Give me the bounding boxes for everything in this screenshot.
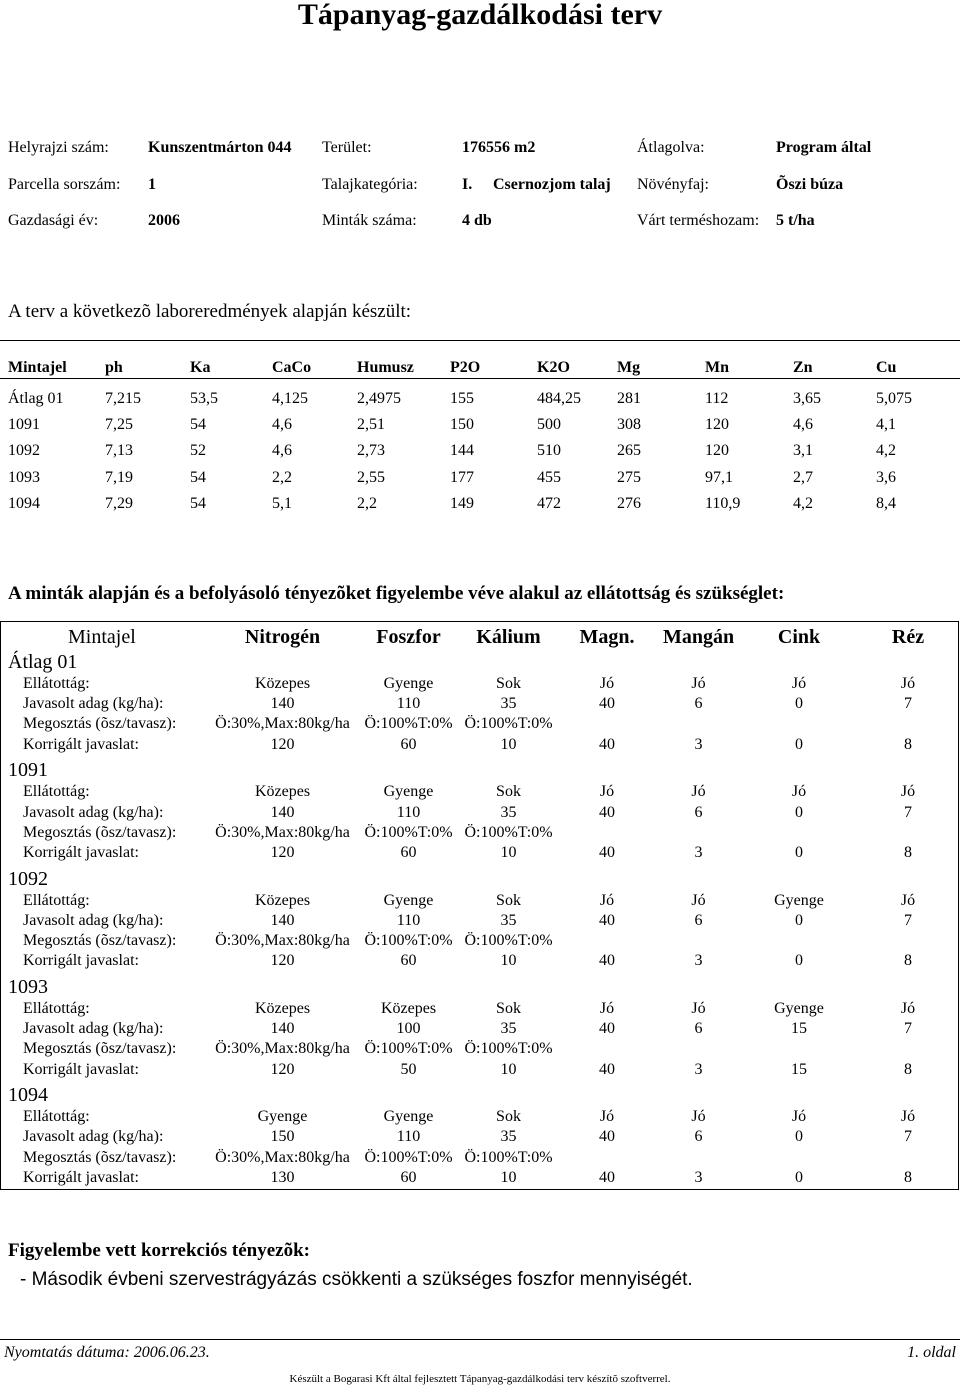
lab-header-cell: Humusz bbox=[357, 359, 414, 376]
supply-row-label: Ellátottág: bbox=[23, 891, 90, 909]
supply-cell: Jó bbox=[691, 783, 706, 801]
supply-cell: Közepes bbox=[254, 675, 311, 692]
supply-header-cell: Nitrogén bbox=[244, 626, 321, 648]
supply-cell: 40 bbox=[599, 1128, 615, 1146]
lab-cell: 455 bbox=[537, 468, 561, 486]
supply-cell: 3 bbox=[694, 1060, 703, 1078]
supply-cell: Ö:100%T:0% bbox=[364, 823, 453, 841]
corrections-heading: Figyelembe vett korrekciós tényezõk: bbox=[8, 1240, 310, 1261]
lab-cell: 281 bbox=[617, 390, 641, 407]
supply-row-label: Ellátottág: bbox=[23, 783, 90, 801]
supply-cell: 10 bbox=[500, 952, 517, 970]
lab-cell: 7,25 bbox=[105, 416, 133, 434]
supply-cell: 0 bbox=[795, 1168, 803, 1186]
supply-cell: Jó bbox=[691, 891, 706, 909]
lab-header-cell: Cu bbox=[876, 359, 897, 376]
supply-cell: 140 bbox=[270, 911, 295, 929]
lab-header-cell: Ka bbox=[190, 359, 211, 376]
supply-cell: 6 bbox=[694, 803, 703, 821]
termes-value: 5 t/ha bbox=[776, 212, 815, 229]
page-title: Tápanyag-gazdálkodási terv bbox=[297, 0, 663, 31]
supply-row-label: Korrigált javaslat: bbox=[23, 1060, 139, 1078]
lab-cell: 155 bbox=[450, 390, 474, 407]
supply-row-label: Megosztás (õsz/tavasz): bbox=[23, 1040, 177, 1058]
supply-cell: Gyenge bbox=[257, 1108, 308, 1126]
lab-header-cell: Mn bbox=[705, 359, 729, 376]
lab-heading: A terv a következõ laboreredmények alapján készült: bbox=[8, 301, 412, 322]
supply-cell: 3 bbox=[694, 1168, 703, 1186]
talaj-value-num: I. bbox=[462, 176, 473, 193]
lab-cell: 110,9 bbox=[705, 494, 741, 512]
supply-cell: 10 bbox=[500, 843, 517, 861]
lab-cell: 4,2 bbox=[793, 494, 813, 512]
supply-cell: 110 bbox=[396, 803, 421, 821]
supply-row-label: Javasolt adag (kg/ha): bbox=[23, 695, 164, 713]
lab-cell: 3,65 bbox=[793, 390, 821, 407]
terulet-label: Terület: bbox=[322, 139, 372, 156]
supply-cell: Ö:100%T:0% bbox=[464, 1040, 553, 1058]
lab-cell: 2,4975 bbox=[357, 390, 401, 407]
supply-cell: 35 bbox=[500, 911, 517, 929]
lab-cell: 7,29 bbox=[105, 494, 133, 512]
lab-cell: 4,2 bbox=[876, 442, 896, 460]
supply-cell: 10 bbox=[500, 1060, 517, 1078]
lab-cell: 500 bbox=[537, 416, 561, 434]
lab-cell: 2,55 bbox=[357, 468, 385, 486]
supply-cell: 6 bbox=[694, 695, 703, 713]
lab-header-cell: CaCo bbox=[272, 359, 312, 376]
supply-cell: Jó bbox=[900, 783, 916, 801]
supply-cell: 60 bbox=[400, 952, 417, 970]
supply-cell: Ö:100%T:0% bbox=[364, 1148, 453, 1166]
supply-cell: 40 bbox=[599, 952, 615, 970]
supply-cell: 7 bbox=[904, 911, 912, 929]
correction-item: - Második évbeni szervestrágyázás csökkenti a szükséges foszfor mennyiségét. bbox=[20, 1269, 693, 1290]
supply-cell: Ö:30%,Max:80kg/ha bbox=[215, 1040, 350, 1058]
supply-group-name: 1094 bbox=[8, 1084, 48, 1107]
supply-cell: 7 bbox=[904, 695, 912, 713]
footer-credit: Készült a Bogarasi Kft által fejlesztett Tápanyag-gazdálkodási terv készítõ szoftverrel. bbox=[289, 1373, 671, 1385]
supply-cell: Jó bbox=[691, 1108, 706, 1126]
supply-cell: 8 bbox=[904, 735, 912, 753]
supply-top-border bbox=[0, 621, 958, 622]
supply-cell: 3 bbox=[694, 952, 703, 970]
supply-cell: 0 bbox=[795, 803, 803, 821]
footer-divider bbox=[0, 1339, 960, 1340]
supply-header-cell: Foszfor bbox=[376, 626, 441, 648]
supply-cell: Ö:30%,Max:80kg/ha bbox=[215, 715, 350, 733]
supply-group-name: 1092 bbox=[8, 867, 48, 890]
supply-cell: 40 bbox=[599, 695, 615, 713]
supply-cell: Ö:100%T:0% bbox=[464, 715, 553, 733]
lab-cell: 177 bbox=[450, 468, 474, 486]
supply-row-label: Javasolt adag (kg/ha): bbox=[23, 911, 164, 929]
supply-row-label: Javasolt adag (kg/ha): bbox=[23, 1020, 164, 1038]
supply-cell: Jó bbox=[691, 675, 706, 692]
supply-cell: Jó bbox=[599, 783, 615, 801]
supply-cell: 110 bbox=[396, 911, 421, 929]
atlagolva-value: Program által bbox=[776, 139, 872, 156]
supply-cell: Ö:30%,Max:80kg/ha bbox=[215, 932, 350, 949]
lab-cell: 149 bbox=[450, 494, 474, 512]
lab-cell: 2,51 bbox=[357, 416, 385, 434]
lab-cell: 120 bbox=[705, 416, 729, 434]
parcella-label: Parcella sorszám: bbox=[8, 176, 121, 193]
supply-header-cell: Cink bbox=[777, 626, 821, 648]
page-number: 1. oldal bbox=[907, 1344, 956, 1361]
lab-cell: 5,1 bbox=[272, 494, 292, 512]
lab-cell: 1094 bbox=[8, 494, 40, 512]
supply-cell: 40 bbox=[599, 843, 615, 861]
supply-cell: 140 bbox=[270, 803, 295, 821]
lab-header-cell: Zn bbox=[793, 359, 813, 376]
lab-cell: 7,19 bbox=[105, 468, 133, 486]
supply-left-border bbox=[0, 621, 1, 1189]
supply-cell: Sok bbox=[496, 675, 521, 692]
supply-cell: 150 bbox=[270, 1128, 295, 1146]
supply-cell: Gyenge bbox=[383, 783, 434, 801]
supply-cell: Jó bbox=[791, 1108, 807, 1126]
lab-cell: 2,73 bbox=[357, 442, 385, 460]
supply-cell: 100 bbox=[396, 1020, 421, 1038]
supply-cell: 0 bbox=[795, 952, 803, 970]
supply-cell: Jó bbox=[900, 1108, 916, 1126]
lab-cell: 4,6 bbox=[272, 416, 292, 434]
lab-cell: 1093 bbox=[8, 468, 40, 486]
lab-cell: 54 bbox=[190, 416, 206, 434]
supply-cell: Jó bbox=[900, 999, 916, 1017]
supply-cell: Közepes bbox=[254, 999, 311, 1017]
helyrajzi-label: Helyrajzi szám: bbox=[8, 139, 109, 156]
supply-cell: 40 bbox=[599, 1168, 615, 1186]
ev-value: 2006 bbox=[148, 212, 180, 229]
supply-cell: 40 bbox=[599, 1020, 615, 1038]
supply-heading: A minták alapján és a befolyásoló tényezõket figyelembe véve alakul az ellátottság és szükséglet: bbox=[8, 583, 785, 604]
supply-cell: Közepes bbox=[380, 999, 437, 1017]
supply-cell: 0 bbox=[795, 911, 803, 929]
supply-row-label: Ellátottág: bbox=[23, 999, 90, 1017]
supply-cell: Ö:100%T:0% bbox=[364, 715, 453, 733]
lab-cell: 52 bbox=[190, 442, 206, 460]
supply-cell: Jó bbox=[599, 891, 615, 909]
supply-cell: Jó bbox=[791, 783, 807, 801]
supply-cell: 15 bbox=[791, 1060, 807, 1078]
lab-cell: 4,1 bbox=[876, 416, 896, 434]
supply-row-label: Korrigált javaslat: bbox=[23, 843, 139, 861]
supply-cell: Sok bbox=[496, 1108, 521, 1126]
supply-cell: Jó bbox=[599, 999, 615, 1017]
supply-group-name: Átlag 01 bbox=[8, 651, 78, 673]
supply-cell: Gyenge bbox=[774, 891, 824, 909]
supply-row-label: Korrigált javaslat: bbox=[23, 735, 139, 753]
supply-cell: Jó bbox=[691, 999, 706, 1017]
lab-cell: 265 bbox=[617, 442, 641, 460]
ev-label: Gazdasági év: bbox=[8, 212, 99, 229]
supply-row-label: Megosztás (õsz/tavasz): bbox=[23, 1148, 177, 1166]
supply-cell: 6 bbox=[694, 1128, 703, 1146]
supply-cell: Ö:30%,Max:80kg/ha bbox=[215, 823, 350, 841]
supply-cell: 40 bbox=[599, 735, 615, 753]
lab-cell: 8,4 bbox=[876, 494, 896, 512]
supply-cell: 110 bbox=[396, 695, 421, 713]
lab-cell: Átlag 01 bbox=[8, 390, 64, 407]
supply-cell: 50 bbox=[400, 1060, 417, 1078]
novenyfaj-value: Õszi búza bbox=[776, 176, 844, 193]
supply-cell: 110 bbox=[396, 1128, 421, 1146]
supply-row-label: Ellátottág: bbox=[23, 675, 90, 692]
lab-header-top-rule bbox=[0, 340, 960, 341]
parcella-value: 1 bbox=[148, 176, 156, 193]
supply-cell: Jó bbox=[900, 675, 916, 692]
lab-cell: 7,13 bbox=[105, 442, 133, 460]
supply-cell: Ö:100%T:0% bbox=[364, 1040, 453, 1058]
supply-cell: Közepes bbox=[254, 783, 311, 801]
supply-cell: Jó bbox=[900, 891, 916, 909]
supply-cell: Ö:100%T:0% bbox=[464, 1148, 553, 1166]
supply-cell: Jó bbox=[791, 675, 807, 692]
supply-cell: 10 bbox=[500, 1168, 517, 1186]
atlagolva-label: Átlagolva: bbox=[637, 139, 705, 156]
supply-cell: 8 bbox=[904, 843, 912, 861]
supply-cell: 60 bbox=[400, 1168, 417, 1186]
lab-cell: 144 bbox=[450, 442, 474, 460]
supply-cell: Ö:100%T:0% bbox=[464, 823, 553, 841]
supply-cell: 40 bbox=[599, 803, 615, 821]
supply-cell: Sok bbox=[496, 783, 521, 801]
supply-cell: 35 bbox=[500, 803, 517, 821]
supply-row-label: Megosztás (õsz/tavasz): bbox=[23, 715, 177, 733]
supply-header-cell: Magn. bbox=[579, 626, 635, 648]
supply-cell: Gyenge bbox=[774, 999, 824, 1017]
supply-cell: 0 bbox=[795, 843, 803, 861]
lab-cell: 484,25 bbox=[537, 390, 581, 407]
supply-row-label: Ellátottág: bbox=[23, 1108, 90, 1126]
lab-cell: 510 bbox=[537, 442, 561, 460]
lab-cell: 3,6 bbox=[876, 468, 896, 486]
print-date: Nyomtatás dátuma: 2006.06.23. bbox=[4, 1344, 210, 1361]
lab-cell: 1091 bbox=[8, 416, 40, 434]
supply-cell: 120 bbox=[270, 735, 295, 753]
supply-cell: 130 bbox=[270, 1168, 295, 1186]
lab-cell: 4,125 bbox=[272, 390, 308, 407]
supply-cell: 140 bbox=[270, 695, 295, 713]
lab-cell: 276 bbox=[617, 494, 641, 512]
supply-cell: Gyenge bbox=[383, 1108, 434, 1126]
supply-row-label: Megosztás (õsz/tavasz): bbox=[23, 823, 177, 841]
supply-cell: Gyenge bbox=[383, 891, 434, 909]
supply-cell: 120 bbox=[270, 1060, 295, 1078]
supply-row-label: Korrigált javaslat: bbox=[23, 1168, 139, 1186]
supply-cell: 0 bbox=[795, 735, 803, 753]
supply-cell: 35 bbox=[500, 1020, 517, 1038]
lab-header-cell: K2O bbox=[537, 359, 570, 376]
lab-header-cell: P2O bbox=[450, 359, 481, 376]
lab-header-cell: Mg bbox=[617, 359, 641, 376]
lab-cell: 2,7 bbox=[793, 468, 813, 486]
supply-cell: 3 bbox=[694, 843, 703, 861]
lab-cell: 3,1 bbox=[793, 442, 813, 460]
supply-bottom-border bbox=[0, 1189, 959, 1190]
supply-cell: 15 bbox=[791, 1020, 807, 1038]
supply-cell: 3 bbox=[694, 735, 703, 753]
terulet-value: 176556 m2 bbox=[462, 139, 536, 156]
supply-cell: 60 bbox=[400, 735, 417, 753]
supply-cell: 40 bbox=[599, 911, 615, 929]
supply-cell: 6 bbox=[694, 1020, 703, 1038]
supply-cell: 40 bbox=[599, 1060, 615, 1078]
supply-row-label: Javasolt adag (kg/ha): bbox=[23, 1128, 164, 1146]
supply-cell: Ö:100%T:0% bbox=[464, 932, 553, 949]
mintak-label: Minták száma: bbox=[322, 212, 417, 229]
lab-cell: 112 bbox=[705, 390, 729, 407]
lab-cell: 1092 bbox=[8, 442, 40, 460]
supply-cell: 10 bbox=[500, 735, 517, 753]
supply-cell: 0 bbox=[795, 695, 803, 713]
lab-cell: 4,6 bbox=[272, 442, 292, 460]
supply-cell: 6 bbox=[694, 911, 703, 929]
supply-cell: Jó bbox=[599, 675, 615, 692]
supply-header-cell: Mintajel bbox=[68, 626, 136, 648]
supply-group-name: 1091 bbox=[8, 759, 48, 782]
lab-header-cell: ph bbox=[105, 359, 123, 376]
lab-cell: 54 bbox=[190, 494, 206, 512]
lab-cell: 472 bbox=[537, 494, 561, 512]
supply-right-border bbox=[958, 621, 959, 1189]
talaj-label: Talajkategória: bbox=[322, 176, 418, 193]
helyrajzi-value: Kunszentmárton 044 bbox=[148, 139, 292, 156]
supply-cell: Jó bbox=[599, 1108, 615, 1126]
lab-cell: 5,075 bbox=[876, 390, 912, 407]
termes-label: Várt terméshozam: bbox=[637, 212, 760, 229]
lab-cell: 308 bbox=[617, 416, 641, 434]
talaj-value: Csernozjom talaj bbox=[493, 176, 611, 193]
lab-cell: 275 bbox=[617, 468, 641, 486]
supply-cell: Ö:30%,Max:80kg/ha bbox=[215, 1148, 350, 1166]
supply-cell: 35 bbox=[500, 1128, 517, 1146]
supply-cell: 7 bbox=[904, 803, 912, 821]
lab-cell: 120 bbox=[705, 442, 729, 460]
supply-cell: Sok bbox=[496, 891, 521, 909]
supply-header-cell: Kálium bbox=[476, 626, 541, 648]
supply-row-label: Javasolt adag (kg/ha): bbox=[23, 803, 164, 821]
lab-cell: 97,1 bbox=[705, 468, 733, 486]
supply-cell: Sok bbox=[496, 999, 521, 1017]
lab-header-bottom-rule bbox=[0, 378, 960, 379]
lab-cell: 53,5 bbox=[190, 390, 218, 407]
lab-cell: 54 bbox=[190, 468, 206, 486]
lab-header-cell: Mintajel bbox=[8, 359, 67, 376]
supply-header-cell: Réz bbox=[891, 626, 925, 648]
supply-cell: Ö:100%T:0% bbox=[364, 932, 453, 949]
supply-cell: 120 bbox=[270, 952, 295, 970]
supply-cell: Gyenge bbox=[383, 675, 434, 692]
lab-cell: 7,215 bbox=[105, 390, 141, 407]
supply-cell: 60 bbox=[400, 843, 417, 861]
supply-header-cell: Mangán bbox=[662, 626, 735, 648]
supply-cell: 35 bbox=[500, 695, 517, 713]
supply-cell: 8 bbox=[904, 1168, 912, 1186]
supply-cell: 120 bbox=[270, 843, 295, 861]
supply-cell: Közepes bbox=[254, 891, 311, 909]
supply-row-label: Korrigált javaslat: bbox=[23, 952, 139, 970]
lab-cell: 2,2 bbox=[272, 468, 292, 486]
novenyfaj-label: Növényfaj: bbox=[637, 176, 709, 193]
supply-row-label: Megosztás (õsz/tavasz): bbox=[23, 932, 177, 949]
supply-cell: 8 bbox=[904, 1060, 912, 1078]
supply-cell: 8 bbox=[904, 952, 912, 970]
supply-group-name: 1093 bbox=[8, 975, 48, 998]
lab-cell: 4,6 bbox=[793, 416, 813, 434]
supply-cell: 7 bbox=[904, 1128, 912, 1146]
lab-cell: 2,2 bbox=[357, 494, 377, 512]
supply-cell: 7 bbox=[904, 1020, 912, 1038]
mintak-value: 4 db bbox=[462, 212, 492, 229]
supply-cell: 0 bbox=[795, 1128, 803, 1146]
supply-cell: 140 bbox=[270, 1020, 295, 1038]
lab-cell: 150 bbox=[450, 416, 474, 434]
